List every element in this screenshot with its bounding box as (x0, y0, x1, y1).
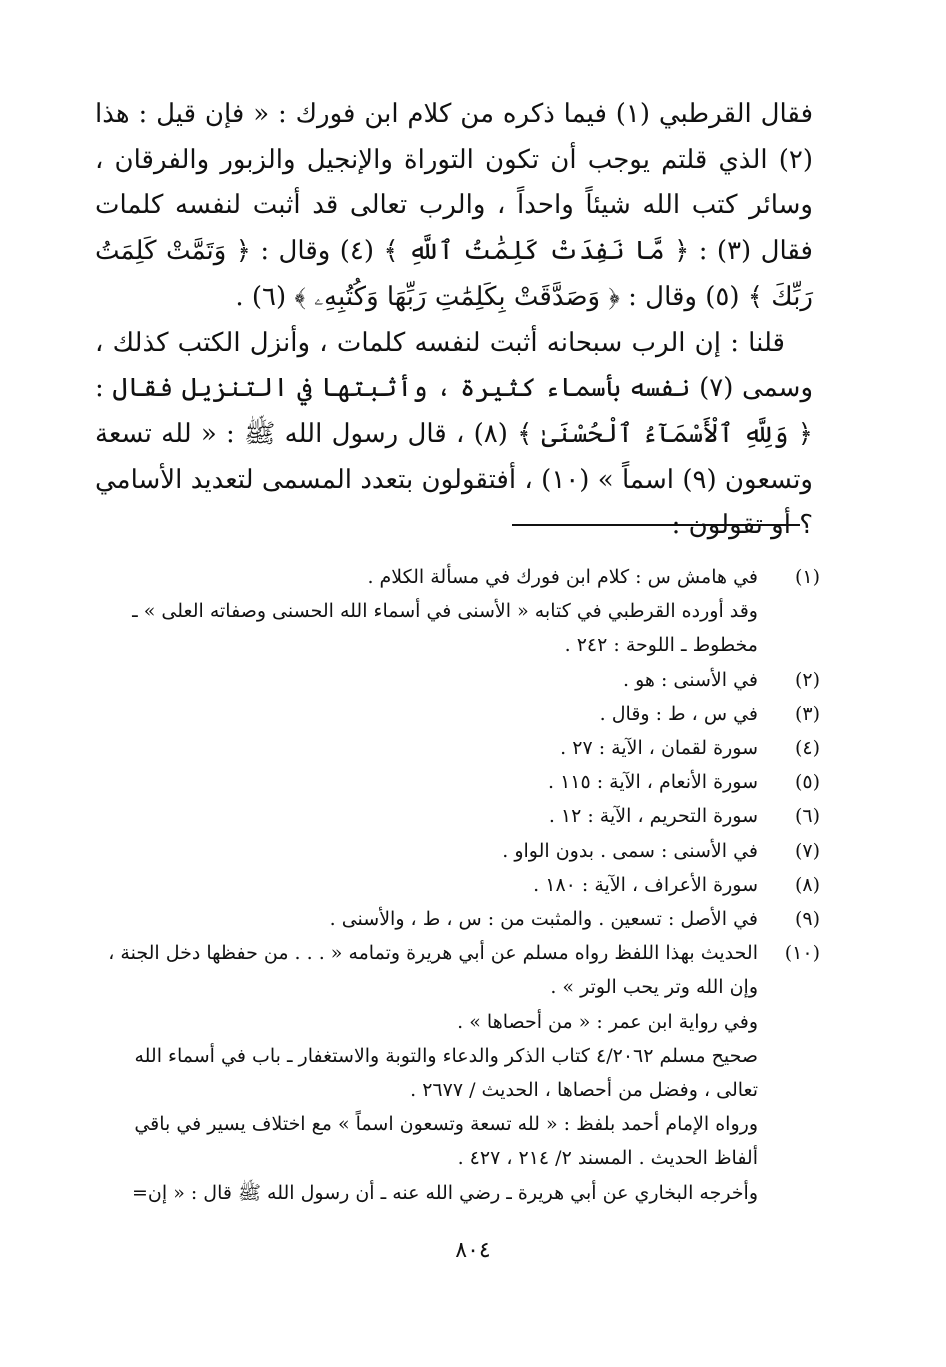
footnote-4 (95, 731, 820, 765)
footnote-separator (512, 524, 800, 526)
footnote-number: (٤) (794, 737, 820, 760)
footnote-text: الحديث بهذا اللفظ رواه مسلم عن أبي هريرة وتمامه « . . . من حفظها دخل الجنة ، وإن الله وتر يحب الوتر » . (108, 942, 758, 999)
footnote-number: (٥) (794, 771, 820, 794)
footnote-number: (٧) (794, 839, 820, 862)
main-paragraph-2: قلنا : إن الرب سبحانه أثبت لنفسه كلمات ، وأنزل الكتب كذلك ، وسمى (٧) نفسه بأسماء كثيرة ، وأثبتها في التنزيل فقال : ﴿ وَلِلَّهِ ٱلْأَسْمَآءُ ٱلْحُسْنَىٰ ﴾ (٨) ، قال رسول الله ﷺ : « لله تسعة وتسعون (٩) اسماً » (١٠) ، أفتقولون بتعدد المسمى لتعديد الأسامي ؟ أو تقولون : (95, 327, 814, 541)
footnote-8 (95, 868, 820, 902)
footnote-text: سورة التحريم ، الآية : ١٢ . (548, 805, 758, 828)
footnote-10 (95, 936, 820, 1210)
footnote-9 (95, 902, 820, 936)
footnote-3 (95, 697, 820, 731)
footnote-text: في الأسنى : سمى . بدون الواو . (502, 839, 758, 862)
footnote-6 (95, 799, 820, 833)
footnote-text: في الأصل : تسعين . والمثبت من : س ، ط ، والأسنى . (329, 908, 758, 931)
footnote-number: (٣) (794, 702, 820, 725)
footnote-text: سورة الأعراف ، الآية : ١٨٠ . (533, 873, 758, 896)
footnote-number: (١٠) (784, 942, 820, 965)
footnote-5 (95, 765, 820, 799)
footnote-2 (95, 663, 820, 697)
footnote-text: سورة لقمان ، الآية : ٢٧ . (560, 737, 758, 760)
footnote-number: (٩) (794, 908, 820, 931)
footnote-text: في الأسنى : هو . (623, 668, 758, 691)
footnote-text: وفي رواية ابن عمر : « من أحصاها » . (457, 1010, 758, 1033)
footnote-number: (٢) (794, 668, 820, 691)
footnote-number: (١) (794, 566, 820, 588)
footnote-text: في س ، ط : وقال . (599, 702, 758, 725)
main-text (95, 92, 813, 549)
footnote-1 (95, 560, 820, 663)
footnote-number: (٨) (794, 873, 820, 896)
footnotes (95, 560, 820, 1210)
footnote-number: (٦) (794, 805, 820, 828)
footnote-7 (95, 834, 820, 868)
footnote-text: صحيح مسلم ٤/٢٠٦٢ كتاب الذكر والدعاء والتوبة والاستغفار ـ باب في أسماء الله تعالى ، وفضل من أحصاها ، الحديث / ٢٦٧٧ . (134, 1044, 758, 1102)
footnote-text: في هامش س : كلام ابن فورك في مسألة الكلام . (367, 566, 758, 588)
footnote-text: وقد أورده القرطبي في كتابه « الأسنى في أسماء الله الحسنى وصفاته العلى » ـ مخطوط ـ اللوحة : ٢٤٢ . (132, 600, 758, 657)
footnote-text: ورواه الإمام أحمد بلفظ : « لله تسعة وتسعون اسماً » مع اختلاف يسير في باقي ألفاظ الحديث . المسند ٢/ ٢١٤ ، ٤٢٧ . (134, 1113, 758, 1170)
footnote-text: سورة الأنعام ، الآية : ١١٥ . (547, 771, 758, 794)
main-paragraph-1: فقال القرطبي (١) فيما ذكره من كلام ابن فورك : « فإن قيل : هذا (٢) الذي قلتم يوجب أن تكون التوراة والإنجيل والزبور والفرقان ، وسائر كتب الله شيئاً واحداً ، والرب تعالى قد أثبت لنفسه كلمات فقال (٣) : ﴿ مَّا نَفِدَتْ كَلِمَٰتُ ٱللَّهِ ﴾ (٤) وقال : ﴿ وَتَمَّتْ كَلِمَتُ رَبِّكَ ﴾ (٥) وقال : ﴿ وَصَدَّقَتْ بِكَلِمَٰتِ رَبِّهَا وَكُتُبِهِۦ ﴾ (٦) . (95, 99, 813, 312)
page-number: ٨٠٤ (455, 1238, 491, 1263)
footnote-text: وأخرجه البخاري عن أبي هريرة ـ رضي الله عنه ـ أن رسول الله ﷺ قال : « إن= (132, 1181, 758, 1204)
